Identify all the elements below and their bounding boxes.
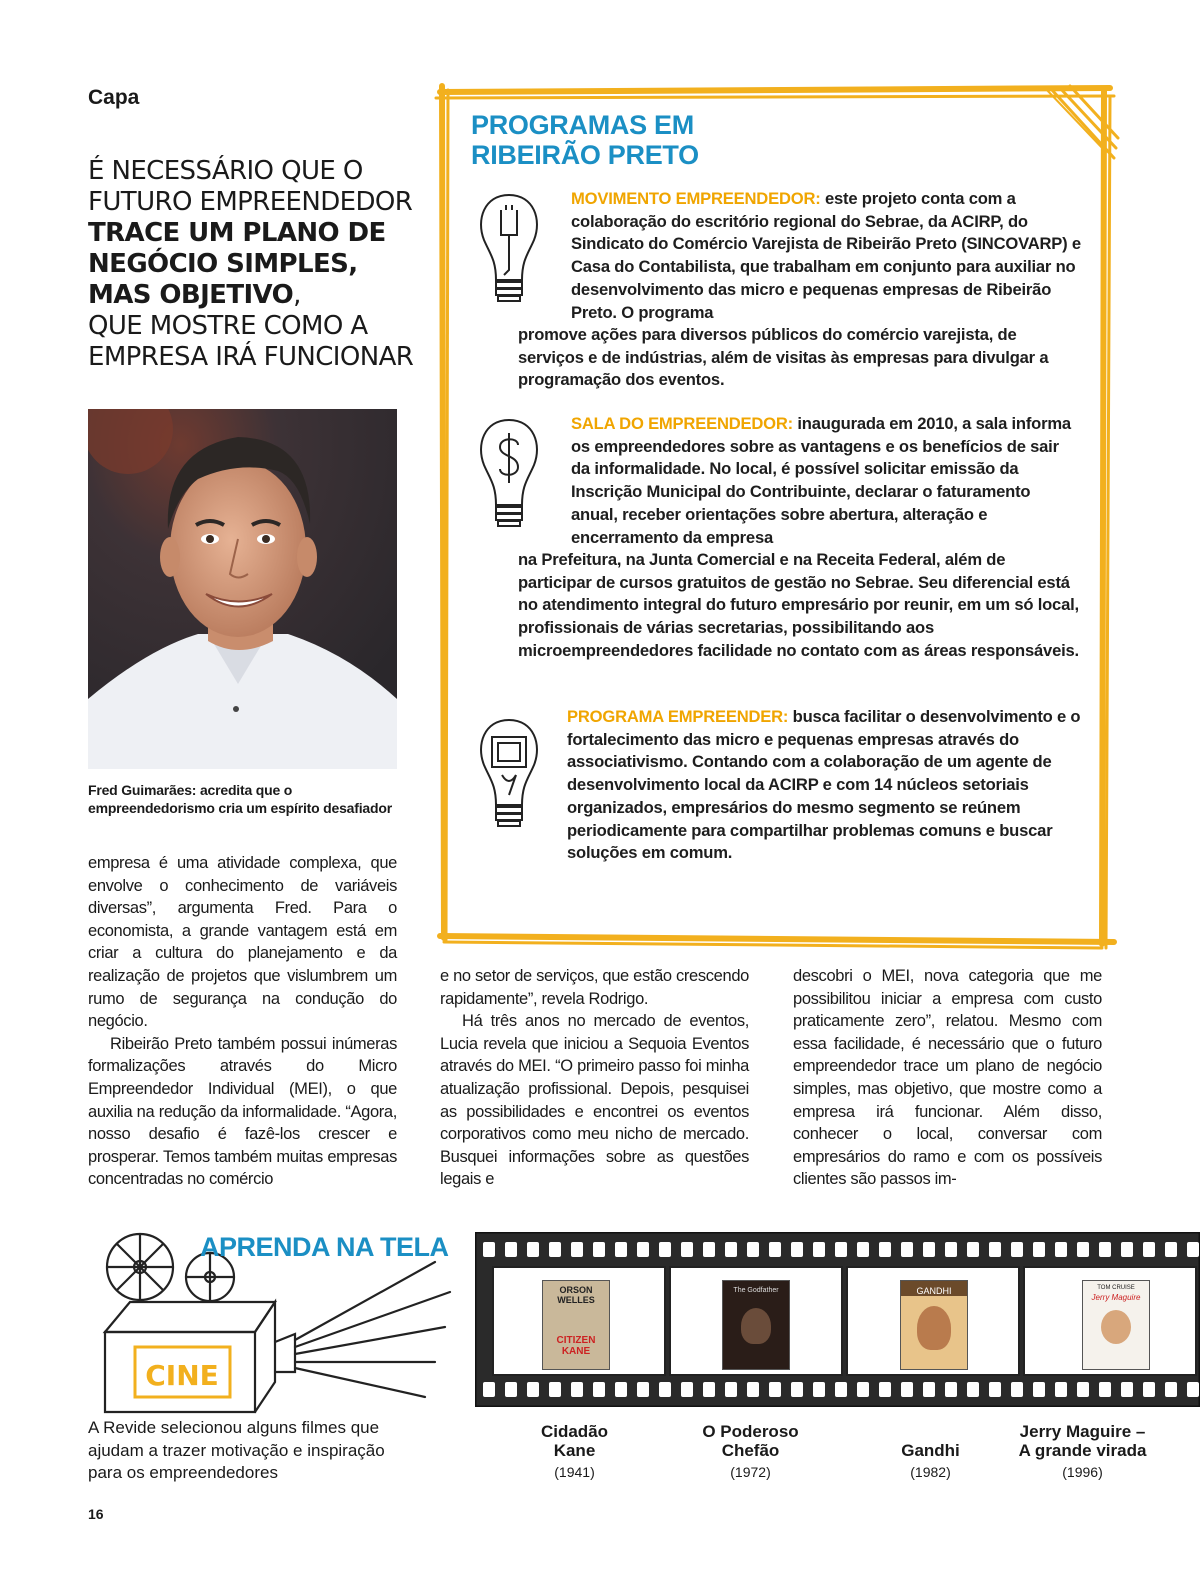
sprocket-hole [1077, 1242, 1089, 1257]
pull-quote-bold-last [88, 280, 418, 311]
programs-title-line: PROGRAMAS EM [471, 110, 694, 140]
sprocket-hole [1165, 1382, 1177, 1397]
sprocket-hole [725, 1242, 737, 1257]
pull-quote-bold-text: MAS OBJETIVO [88, 280, 294, 310]
program-name: SALA DO EMPREENDEDOR: [571, 414, 793, 433]
movie-title: O Poderoso [702, 1422, 799, 1441]
sprocket-hole [835, 1382, 847, 1397]
sprocket-hole [483, 1242, 495, 1257]
sprocket-hole [835, 1242, 847, 1257]
poster-text: Jerry Maguire [1091, 1293, 1141, 1302]
movie-title-block [502, 1422, 647, 1482]
paragraph: empresa é uma atividade complexa, que envolve o conhecimento de variáveis diversas”, argumenta Fred. Para o economista, a grande vantagem está em criar a cultura do planejamento e da realização de projetos que vislumbrem um rumo de segurança na condução do negócio. [88, 854, 397, 1031]
sprocket-hole [1121, 1242, 1133, 1257]
poster-text: ORSON WELLES [557, 1285, 595, 1305]
sprocket-hole [703, 1242, 715, 1257]
movie-poster [722, 1280, 790, 1370]
sprocket-hole [769, 1242, 781, 1257]
sprocket-hole [1099, 1242, 1111, 1257]
sprocket-hole [945, 1382, 957, 1397]
sprocket-hole [747, 1382, 759, 1397]
sprocket-hole [505, 1242, 517, 1257]
program-text: busca facilitar o desenvolvimento e o fortalecimento das micro e pequenas empresas através do associativismo. Contando com a colaboração de um agente de desenvolvimento local da ACIRP e com 14 núcleos setoriais organizados, empresários do mesmo segmento se reúnem periodicamente para compartilhar problemas comuns e buscar soluções em comum. [567, 707, 1081, 863]
sprocket-hole [813, 1242, 825, 1257]
pull-quote-bold: NEGÓCIO SIMPLES, [88, 249, 358, 279]
poster-figure [917, 1306, 951, 1350]
sprocket-hole [725, 1382, 737, 1397]
sprocket-hole [659, 1242, 671, 1257]
poster-text: GANDHI [901, 1281, 967, 1296]
sprocket-hole [1033, 1242, 1045, 1257]
sprocket-hole [1011, 1242, 1023, 1257]
movie-poster [1082, 1280, 1150, 1370]
sprocket-hole [1011, 1382, 1023, 1397]
pull-quote-bold: TRACE UM PLANO DE [88, 218, 386, 248]
program-text: promove ações para diversos públicos do comércio varejista, de serviços e de indústrias, além de visitas às empresas para divulgar a programação dos eventos. [518, 325, 1049, 390]
sprocket-hole [901, 1242, 913, 1257]
pull-quote [88, 156, 418, 373]
sprocket-hole [1055, 1382, 1067, 1397]
sprocket-hole [571, 1242, 583, 1257]
sprocket-hole [527, 1382, 539, 1397]
sprocket-hole [681, 1242, 693, 1257]
program-sala-cont [518, 549, 1081, 663]
sprocket-hole [1187, 1242, 1199, 1257]
sprocket-hole [549, 1382, 561, 1397]
sprocket-hole [505, 1382, 517, 1397]
program-movimento-cont [518, 324, 1081, 392]
sprocket-hole [1143, 1382, 1155, 1397]
movie-year: (1996) [1062, 1464, 1103, 1480]
sprocket-hole [1165, 1242, 1177, 1257]
sprocket-hole [1099, 1382, 1111, 1397]
sprocket-hole [989, 1382, 1001, 1397]
sprocket-hole [681, 1382, 693, 1397]
portrait-photo [88, 409, 397, 769]
poster-text: TOM CRUISE [1097, 1285, 1135, 1291]
sprocket-hole [857, 1382, 869, 1397]
body-column-3 [793, 965, 1102, 1191]
movie-title: Jerry Maguire – [1019, 1422, 1146, 1441]
program-name: PROGRAMA EMPREENDER: [567, 707, 789, 726]
sprocket-hole [1187, 1382, 1199, 1397]
poster-figure [1101, 1310, 1131, 1344]
movie-title-block [678, 1422, 823, 1482]
movie-title: Cidadão [540, 1422, 609, 1441]
photo-caption [88, 781, 408, 817]
movie-year: (1941) [554, 1464, 595, 1480]
poster-figure [741, 1308, 771, 1344]
cine-label: CINE [145, 1359, 219, 1392]
program-movimento [571, 188, 1081, 324]
pull-quote-comma: , [293, 280, 301, 310]
movie-year: (1982) [910, 1464, 951, 1480]
sprocket-hole [747, 1242, 759, 1257]
sprocket-hole [659, 1382, 671, 1397]
paragraph: e no setor de serviços, que estão crescendo rapidamente”, revela Rodrigo. [440, 967, 749, 1008]
program-text: inaugurada em 2010, a sala informa os empreendedores sobre as vantagens e os benefícios de sair da informalidade. No local, é possível solicitar emissão da Inscrição Municipal do Contribuinte, declarar o faturamento anual, receber orientações sobre abertura, alteração e encerramento da empresa [571, 414, 1071, 547]
dollar-bulb-icon [474, 415, 544, 535]
sprocket-hole [813, 1382, 825, 1397]
squares-bulb-icon [474, 715, 544, 835]
section-label: Capa [88, 86, 140, 109]
aprenda-title: APRENDA NA TELA [200, 1232, 449, 1262]
caption-line: empreendedorismo cria um espírito desafiador [88, 800, 392, 816]
sprocket-hole [1143, 1242, 1155, 1257]
sprocket-hole [791, 1242, 803, 1257]
sprocket-hole [879, 1382, 891, 1397]
sprocket-hole [571, 1382, 583, 1397]
movie-title-block [858, 1441, 1003, 1482]
caption-line: Fred Guimarães: acredita que o [88, 782, 293, 798]
sprocket-hole [769, 1382, 781, 1397]
sprocket-hole [791, 1382, 803, 1397]
pull-quote-line: EMPRESA IRÁ FUNCIONAR [88, 342, 414, 372]
program-name: MOVIMENTO EMPREENDEDOR: [571, 189, 821, 208]
paragraph: Ribeirão Preto também possui inúmeras formalizações através do Micro Empreendedor Individual (MEI), o que auxilia na redução da informalidade. “Agora, nosso desafio é fazê-los crescer e prosperar. Temos também muitas empresas concentradas no comércio [88, 1034, 397, 1189]
pull-quote-line: QUE MOSTRE COMO A [88, 311, 368, 341]
sprocket-hole [1055, 1242, 1067, 1257]
sprocket-hole [967, 1242, 979, 1257]
body-column-2 [440, 965, 749, 1191]
body-column-1 [88, 852, 397, 1191]
paragraph: descobri o MEI, nova categoria que me possibilitou iniciar a empresa com custo praticamente zero”, relatou. Mesmo com essa facilidade, é necessário que o futuro empreendedor trace um plano de negócio simples, mas objetivo, que mostre como a empresa irá funcionar. Além disso, conhecer o local, conversar com empresários do ramo e com os possíveis clientes são passos im- [793, 967, 1102, 1189]
sprocket-hole [945, 1242, 957, 1257]
aprenda-text: A Revide selecionou alguns filmes que ajudam a trazer motivação e inspiração para os empreendedores [88, 1418, 385, 1482]
programs-title [471, 110, 699, 170]
sprocket-hole [637, 1242, 649, 1257]
sprocket-hole [989, 1242, 1001, 1257]
sprocket-hole [615, 1242, 627, 1257]
pull-quote-line: FUTURO EMPREENDEDOR [88, 187, 413, 217]
sprocket-hole [1077, 1382, 1089, 1397]
movie-title: A grande virada [1018, 1441, 1147, 1460]
program-text: na Prefeitura, na Junta Comercial e na Receita Federal, além de participar de cursos gratuitos de gestão no Sebrae. Seu diferencial está no atendimento integral do futuro empresário por reunir, em um só local, profissionais de várias secretarias, possibilitando aos microempreendedores facilidade no contato com as áreas responsáveis. [518, 550, 1079, 660]
poster-text: CITIZEN KANE [556, 1335, 596, 1357]
plug-bulb-icon [474, 190, 544, 310]
movie-title: Gandhi [901, 1441, 960, 1460]
sprocket-hole [615, 1382, 627, 1397]
sprocket-hole [703, 1382, 715, 1397]
program-text: este projeto conta com a colaboração do escritório regional do Sebrae, da ACIRP, do Sindicato do Comércio Varejista de Ribeirão Preto (SINCOVARP) e Casa do Contabilista, que trabalham em conjunto para auxiliar no desenvolvimento das micro e pequenas empresas de Ribeirão Preto. O programa [571, 189, 1081, 322]
movie-title: Kane [553, 1441, 596, 1460]
sprocket-hole [593, 1382, 605, 1397]
movie-title: Chefão [721, 1441, 780, 1460]
movie-poster [542, 1280, 610, 1370]
sprocket-hole [1033, 1382, 1045, 1397]
sprocket-hole [857, 1242, 869, 1257]
sprocket-hole [879, 1242, 891, 1257]
movie-year: (1972) [730, 1464, 771, 1480]
sprocket-hole [549, 1242, 561, 1257]
sprocket-hole [1121, 1382, 1133, 1397]
sprocket-hole [923, 1382, 935, 1397]
sprocket-hole [593, 1242, 605, 1257]
sprocket-hole [637, 1382, 649, 1397]
program-empreender [567, 706, 1081, 865]
programs-title-line: RIBEIRÃO PRETO [471, 140, 699, 170]
sprocket-hole [967, 1382, 979, 1397]
paragraph: Há três anos no mercado de eventos, Lucia revela que iniciou a Sequoia Eventos através do MEI. “O primeiro passo foi minha atualização profissional. Depois, pesquisei as possibilidades e encontrei os eventos corporativos como meu nicho de mercado. Busquei informações sobre as questões legais e [440, 1012, 749, 1189]
movie-poster [900, 1280, 968, 1370]
page-number: 16 [88, 1506, 104, 1522]
movie-title-block [1005, 1422, 1160, 1482]
sprocket-hole [483, 1382, 495, 1397]
sprocket-hole [901, 1382, 913, 1397]
poster-text: The Godfather [733, 1287, 779, 1294]
pull-quote-line: É NECESSÁRIO QUE O [88, 156, 363, 186]
program-sala [571, 413, 1081, 549]
sprocket-hole [527, 1242, 539, 1257]
sprocket-hole [923, 1242, 935, 1257]
